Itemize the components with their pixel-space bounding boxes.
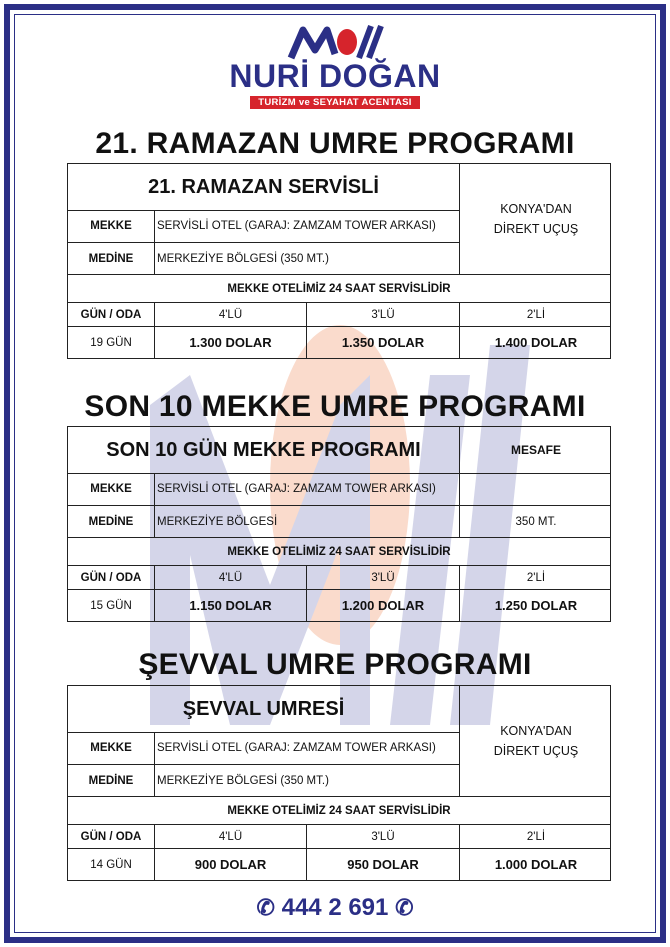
brand-subtitle: TURİZM ve SEYAHAT ACENTASI xyxy=(250,96,419,109)
room-header-row xyxy=(68,824,610,848)
brand-name: NURİ DOĞAN xyxy=(229,58,441,94)
medine-hotel: MERKEZİYE BÖLGESİ (350 MT.) xyxy=(154,243,459,274)
medine-distance: 350 MT. xyxy=(459,506,612,537)
room-type-3: 3'LÜ xyxy=(306,825,459,848)
phone-number[interactable]: 444 2 691 xyxy=(281,894,389,921)
medine-hotel: MERKEZİYE BÖLGESİ (350 MT.) xyxy=(154,765,459,796)
program-table xyxy=(67,426,611,622)
room-type-2: 2'Lİ xyxy=(459,825,612,848)
price-4: 1.300 DOLAR xyxy=(154,327,306,358)
mekke-hotel: SERVİSLİ OTEL (GARAJ: ZAMZAM TOWER ARKASI) xyxy=(154,210,459,242)
flight-info: KONYA'DAN DİREKT UÇUŞ xyxy=(459,686,612,796)
mekke-distance xyxy=(459,473,612,505)
day-count: 19 GÜN xyxy=(90,336,132,349)
phone-icon: ✆ xyxy=(256,895,275,920)
room-header-row xyxy=(68,302,610,326)
mekke-hotel: SERVİSLİ OTEL (GARAJ: ZAMZAM TOWER ARKASI) xyxy=(154,473,459,505)
price-4: 900 DOLAR xyxy=(154,849,306,880)
price-2: 1.400 DOLAR xyxy=(459,327,612,358)
program-table xyxy=(67,163,611,359)
service-note: MEKKE OTELİMİZ 24 SAAT SERVİSLİDİR xyxy=(227,804,451,817)
medine-row xyxy=(68,242,459,274)
day-room-header: GÜN / ODA xyxy=(80,308,142,321)
program-subtitle: 21. RAMAZAN SERVİSLİ xyxy=(148,175,379,198)
medine-label: MEDİNE xyxy=(88,774,134,787)
day-room-header: GÜN / ODA xyxy=(80,830,142,843)
price-3: 1.350 DOLAR xyxy=(306,327,459,358)
phone-icon: ✆ xyxy=(395,895,414,920)
medine-label: MEDİNE xyxy=(88,515,134,528)
medine-label: MEDİNE xyxy=(88,252,134,265)
service-note-row xyxy=(68,796,610,824)
mekke-row xyxy=(68,473,610,505)
program-title: SON 10 MEKKE UMRE PROGRAMI xyxy=(84,390,586,423)
room-type-3: 3'LÜ xyxy=(306,303,459,326)
price-2: 1.250 DOLAR xyxy=(459,590,612,621)
mekke-label: MEKKE xyxy=(90,742,132,754)
price-3: 1.200 DOLAR xyxy=(306,590,459,621)
medine-hotel: MERKEZİYE BÖLGESİ xyxy=(154,506,459,537)
distance-header: MESAFE xyxy=(459,427,612,473)
room-type-4: 4'LÜ xyxy=(154,825,306,848)
company-logo xyxy=(0,24,670,110)
room-header-row xyxy=(68,565,610,589)
program-subtitle: ŞEVVAL UMRESİ xyxy=(182,697,345,720)
price-row xyxy=(68,848,610,880)
program-table xyxy=(67,685,611,881)
day-count: 15 GÜN xyxy=(90,599,132,612)
room-type-4: 4'LÜ xyxy=(154,566,306,589)
room-type-3: 3'LÜ xyxy=(306,566,459,589)
room-type-4: 4'LÜ xyxy=(154,303,306,326)
mekke-hotel: SERVİSLİ OTEL (GARAJ: ZAMZAM TOWER ARKASI) xyxy=(154,732,459,764)
program-subtitle: SON 10 GÜN MEKKE PROGRAMI xyxy=(106,438,421,461)
room-type-2: 2'Lİ xyxy=(459,303,612,326)
mekke-row xyxy=(68,732,459,764)
program-title: ŞEVVAL UMRE PROGRAMI xyxy=(138,648,532,681)
service-note: MEKKE OTELİMİZ 24 SAAT SERVİSLİDİR xyxy=(227,545,451,558)
medine-row xyxy=(68,505,610,537)
phone-line xyxy=(0,894,670,922)
price-4: 1.150 DOLAR xyxy=(154,590,306,621)
room-type-2: 2'Lİ xyxy=(459,566,612,589)
flight-info: KONYA'DAN DİREKT UÇUŞ xyxy=(459,164,612,274)
price-row xyxy=(68,326,610,358)
medine-row xyxy=(68,764,459,796)
day-count: 14 GÜN xyxy=(90,858,132,871)
price-2: 1.000 DOLAR xyxy=(459,849,612,880)
mekke-row xyxy=(68,210,459,242)
day-room-header: GÜN / ODA xyxy=(80,571,142,584)
price-3: 950 DOLAR xyxy=(306,849,459,880)
service-note-row xyxy=(68,537,610,565)
service-note: MEKKE OTELİMİZ 24 SAAT SERVİSLİDİR xyxy=(227,282,451,295)
logo-mark-icon xyxy=(285,24,385,60)
program-title: 21. RAMAZAN UMRE PROGRAMI xyxy=(95,127,575,160)
service-note-row xyxy=(68,274,610,302)
mekke-label: MEKKE xyxy=(90,220,132,232)
mekke-label: MEKKE xyxy=(90,483,132,495)
price-row xyxy=(68,589,610,621)
